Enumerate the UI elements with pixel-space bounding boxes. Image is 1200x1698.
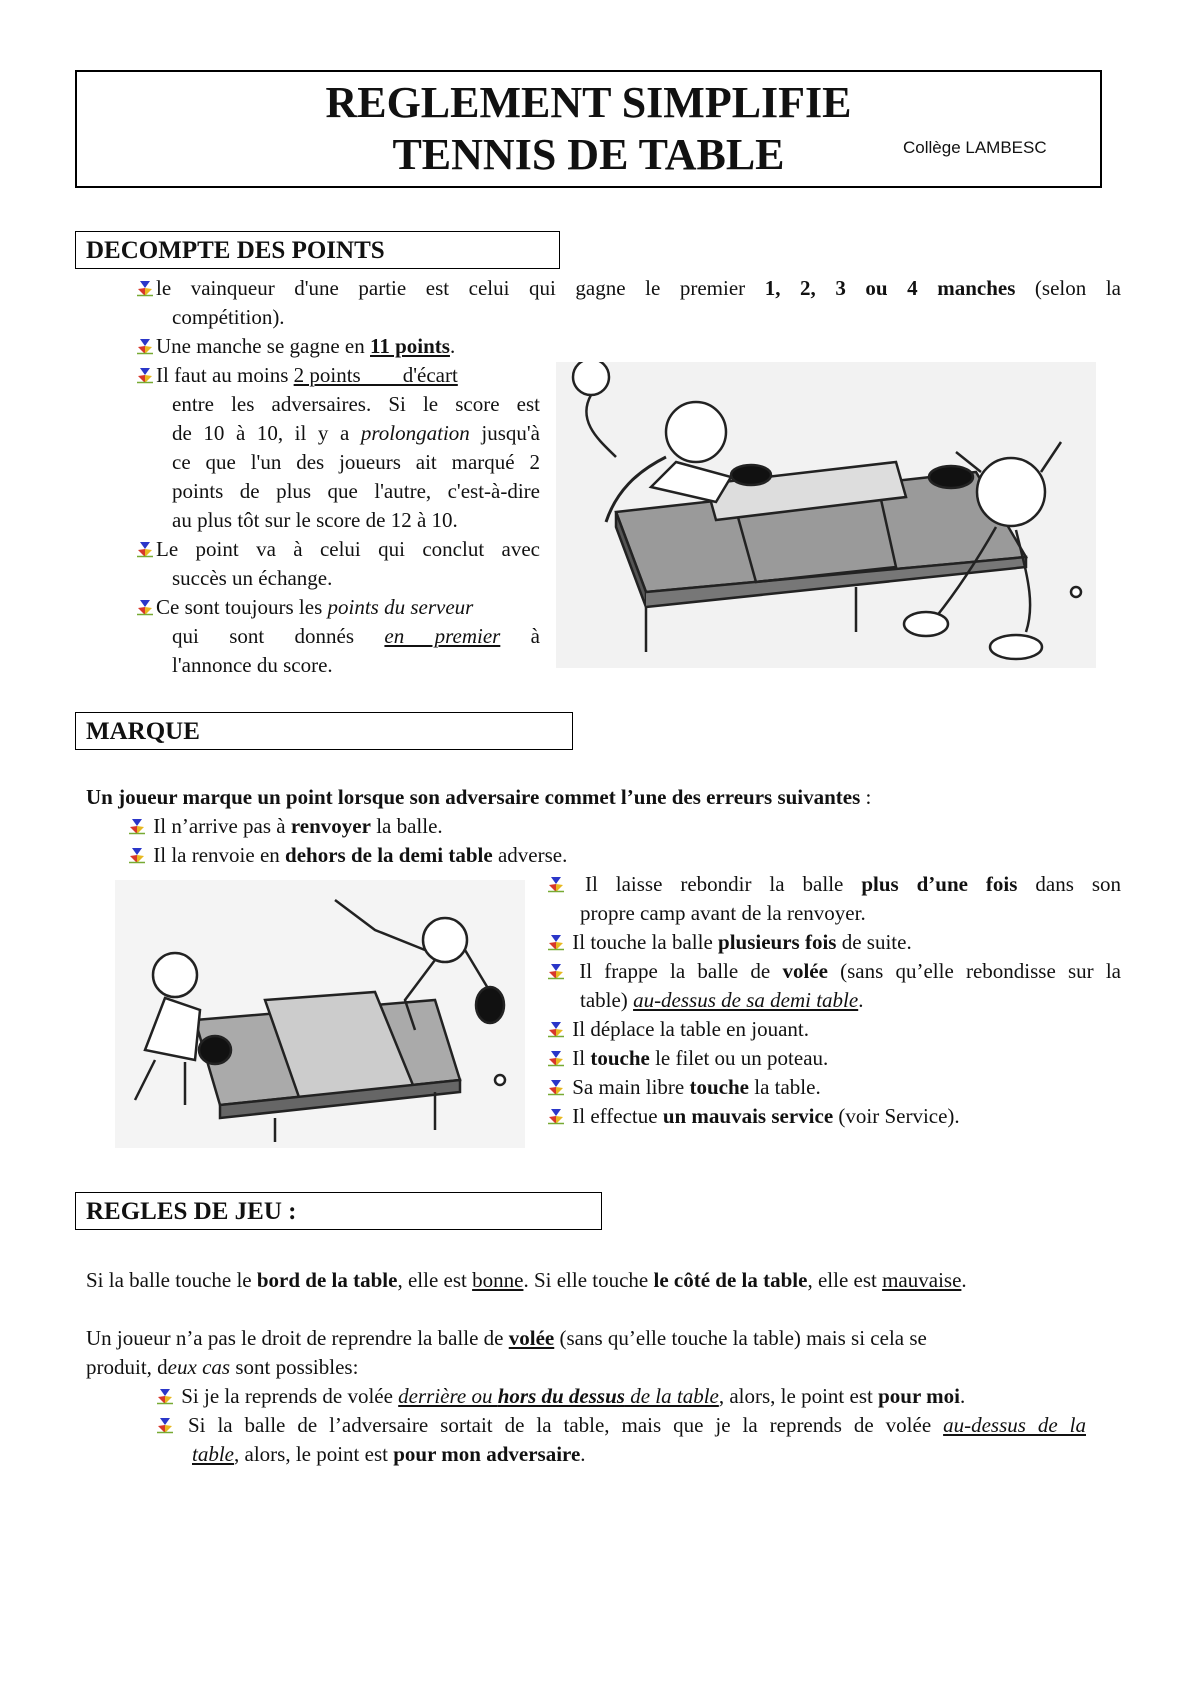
arrow-bullet-icon <box>128 817 146 835</box>
regles-case-2: Si la balle de l’adversaire sortait de la table, mais que je la reprends de volée au-dessus de la <box>156 1411 1086 1440</box>
college-name: Collège LAMBESC <box>903 138 1047 157</box>
marque-error-1: Il n’arrive pas à renvoyer la balle. <box>128 812 443 841</box>
section-heading-marque: MARQUE <box>75 712 573 750</box>
arrow-bullet-icon <box>156 1416 174 1434</box>
arrow-bullet-icon <box>136 540 154 558</box>
arrow-bullet-icon <box>547 1020 565 1038</box>
arrow-bullet-icon <box>547 875 565 893</box>
arrow-bullet-icon <box>136 366 154 384</box>
decompte-bullet-2: Une manche se gagne en 11 points. <box>136 332 455 361</box>
marque-error-5: Il frappe la balle de volée (sans qu’elle rebondisse sur la <box>547 957 1121 986</box>
regles-paragraph-2: Un joueur n’a pas le droit de reprendre la balle de volée (sans qu’elle touche la table) mais si cela se <box>86 1326 927 1350</box>
arrow-bullet-icon <box>547 1078 565 1096</box>
arrow-bullet-icon <box>547 1049 565 1067</box>
decompte-bullet-3-l6: au plus tôt sur le score de 12 à 10. <box>172 508 458 532</box>
title-line-1: REGLEMENT SIMPLIFIE <box>325 78 852 127</box>
marque-error-8: Sa main libre touche la table. <box>547 1073 821 1102</box>
section-heading-regles: REGLES DE JEU : <box>75 1192 602 1230</box>
title-line-2: TENNIS DE TABLE <box>392 130 785 179</box>
marque-error-3-l2: propre camp avant de la renvoyer. <box>580 901 866 925</box>
ping-pong-illustration-1 <box>556 362 1096 668</box>
decompte-bullet-3-l4: ce que l'un des joueurs ait marqué 2 <box>172 450 540 474</box>
section-heading-decompte: DECOMPTE DES POINTS <box>75 231 560 269</box>
marque-error-5-l2: table) au-dessus de sa demi table. <box>580 988 864 1012</box>
decompte-bullet-3-l5: points de plus que l'autre, c'est-à-dire <box>172 479 540 503</box>
arrow-bullet-icon <box>547 1107 565 1125</box>
decompte-bullet-1-cont: compétition). <box>172 305 285 329</box>
decompte-bullet-4-l2: succès un échange. <box>172 566 333 590</box>
decompte-bullet-3: Il faut au moins 2 points d'écart <box>136 361 458 390</box>
decompte-bullet-3-l2: entre les adversaires. Si le score est <box>172 392 540 416</box>
marque-error-9: Il effectue un mauvais service (voir Service). <box>547 1102 960 1131</box>
marque-error-6: Il déplace la table en jouant. <box>547 1015 809 1044</box>
arrow-bullet-icon <box>136 279 154 297</box>
ping-pong-illustration-2 <box>115 880 525 1148</box>
arrow-bullet-icon <box>156 1387 174 1405</box>
arrow-bullet-icon <box>547 962 565 980</box>
arrow-bullet-icon <box>128 846 146 864</box>
marque-error-4: Il touche la balle plusieurs fois de suite. <box>547 928 912 957</box>
regles-paragraph-1: Si la balle touche le bord de la table, elle est bonne. Si elle touche le côté de la table, elle est mauvaise. <box>86 1268 967 1292</box>
arrow-bullet-icon <box>547 933 565 951</box>
marque-error-7: Il touche le filet ou un poteau. <box>547 1044 828 1073</box>
decompte-bullet-5: Ce sont toujours les points du serveur <box>136 593 473 622</box>
decompte-bullet-5-l3: l'annonce du score. <box>172 653 333 677</box>
decompte-bullet-1: le vainqueur d'une partie est celui qui gagne le premier 1, 2, 3 ou 4 manches (selon la <box>136 274 1121 303</box>
decompte-bullet-4: Le point va à celui qui conclut avec <box>136 535 540 564</box>
regles-case-1: Si je la reprends de volée derrière ou hors du dessus de la table, alors, le point est pour moi. <box>156 1382 965 1411</box>
title-box <box>75 70 1102 188</box>
decompte-bullet-3-l3: de 10 à 10, il y a prolongation jusqu'à <box>172 421 540 445</box>
arrow-bullet-icon <box>136 337 154 355</box>
marque-error-3: Il laisse rebondir la balle plus d’une fois dans son <box>547 870 1121 899</box>
marque-error-2: Il la renvoie en dehors de la demi table adverse. <box>128 841 567 870</box>
regles-paragraph-2-l2: produit, deux cas sont possibles: <box>86 1355 359 1379</box>
marque-intro: Un joueur marque un point lorsque son adversaire commet l’une des erreurs suivantes : <box>86 785 872 809</box>
decompte-bullet-5-l2: qui sont donnés en premier à <box>172 624 540 648</box>
arrow-bullet-icon <box>136 598 154 616</box>
regles-case-2-l2: table, alors, le point est pour mon adversaire. <box>192 1442 586 1466</box>
